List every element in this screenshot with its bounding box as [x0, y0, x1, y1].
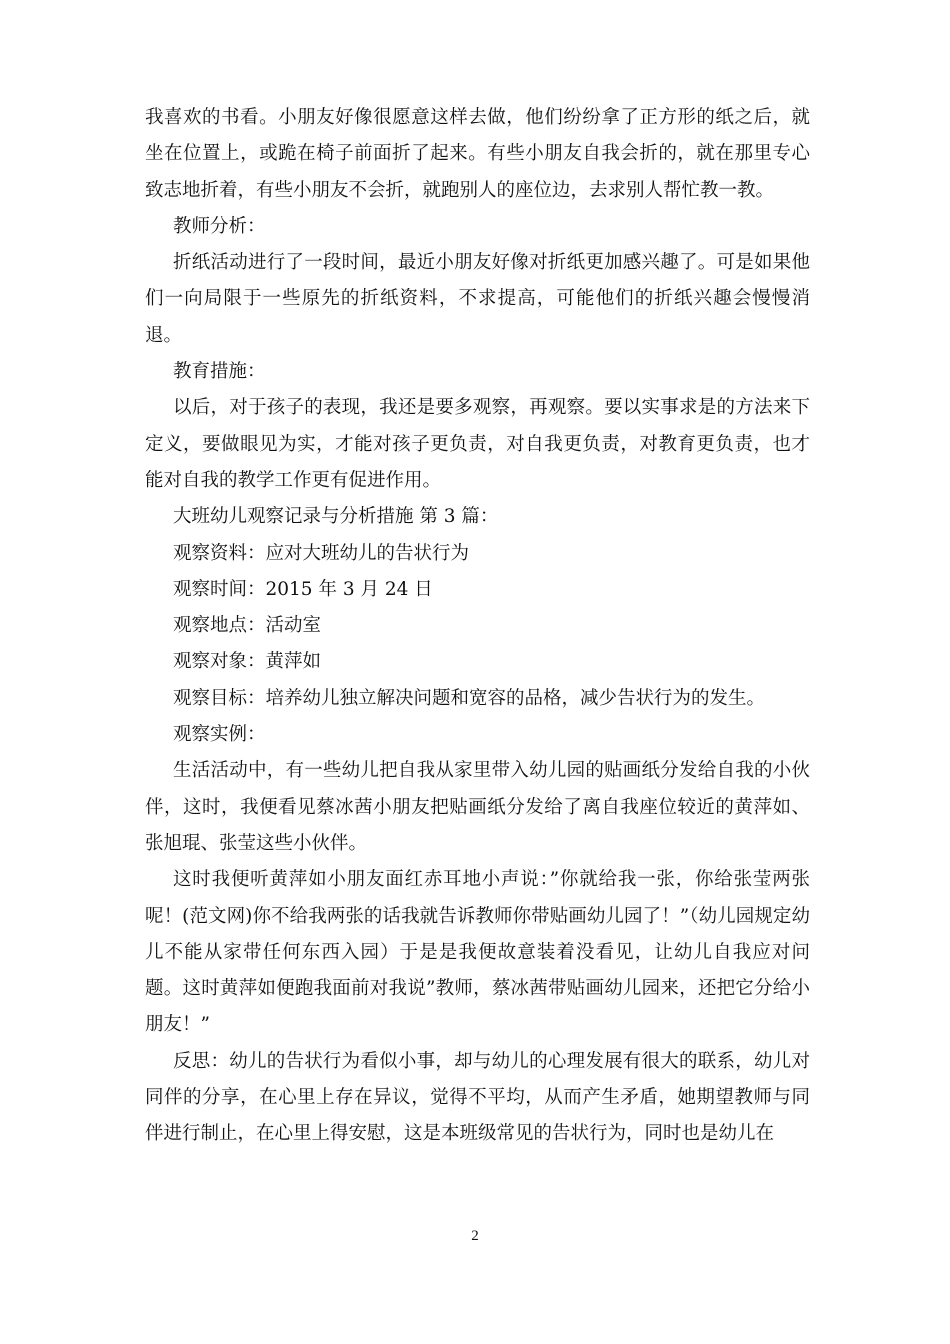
- document-page: [145, 100, 810, 1153]
- observation-place: 观察地点：活动室: [173, 615, 322, 637]
- observation-example-heading: 观察实例：: [173, 724, 266, 746]
- observation-goal: 观察目标：培养幼儿独立解决问题和宽容的品格，减少告状行为的发生。: [173, 687, 766, 709]
- example-paragraph-1: 生活活动中，有一些幼儿把自我从家里带入幼儿园的贴画纸分发给自我的小伙伴，这时，我便看见蔡冰茜小朋友把贴画纸分发给了离自我座位较近的黄萍如、张旭琨、张莹这些小伙伴。: [145, 760, 810, 854]
- paragraph-continuation: 我喜欢的书看。小朋友好像很愿意这样去做，他们纷纷拿了正方形的纸之后，就坐在位置上，或跪在椅子前面折了起来。有些小朋友自我会折的，就在那里专心致志地折着，有些小朋友不会折，就跑别人的座位边，去求别人帮忙教一教。: [145, 107, 810, 201]
- education-measures-text: 以后，对于孩子的表现，我还是要多观察，再观察。要以实事求是的方法来下定义，要做眼见为实，才能对孩子更负责，对自我更负责，对教育更负责，也才能对自我的教学工作更有促进作用。: [145, 397, 810, 491]
- observation-time: 观察时间：2015 年 3 月 24 日: [173, 578, 433, 600]
- teacher-analysis-heading: 教师分析：: [173, 215, 266, 237]
- observation-material: 观察资料：应对大班幼儿的告状行为: [173, 542, 470, 564]
- example-paragraph-2: 这时我便听黄萍如小朋友面红赤耳地小声说：”你就给我一张，你给张莹两张呢！(范文网)你不给我两张的话我就告诉教师你带贴画幼儿园了！”（幼儿园规定幼儿不能从家带任何东西入园）于是是我便故意装着没看见，让幼儿自我应对问题。这时黄萍如便跑我面前对我说”教师，蔡冰茜带贴画幼儿园来，还把它分给小朋友！”: [145, 869, 810, 1036]
- reflection-paragraph: 反思：幼儿的告状行为看似小事，却与幼儿的心理发展有很大的联系，幼儿对同伴的分享，在心里上存在异议，觉得不平均，从而产生矛盾，她期望教师与同伴进行制止，在心里上得安慰，这是本班级常见的告状行为，同时也是幼儿在: [145, 1050, 810, 1145]
- section-title: 大班幼儿观察记录与分析措施 第 3 篇：: [173, 506, 499, 528]
- page-number: 2: [471, 1228, 479, 1244]
- observation-subject: 观察对象：黄萍如: [173, 651, 322, 673]
- teacher-analysis-text: 折纸活动进行了一段时间，最近小朋友好像对折纸更加感兴趣了。可是如果他们一向局限于一些原先的折纸资料，不求提高，可能他们的折纸兴趣会慢慢消退。: [145, 252, 810, 346]
- education-measures-heading: 教育措施：: [173, 361, 266, 383]
